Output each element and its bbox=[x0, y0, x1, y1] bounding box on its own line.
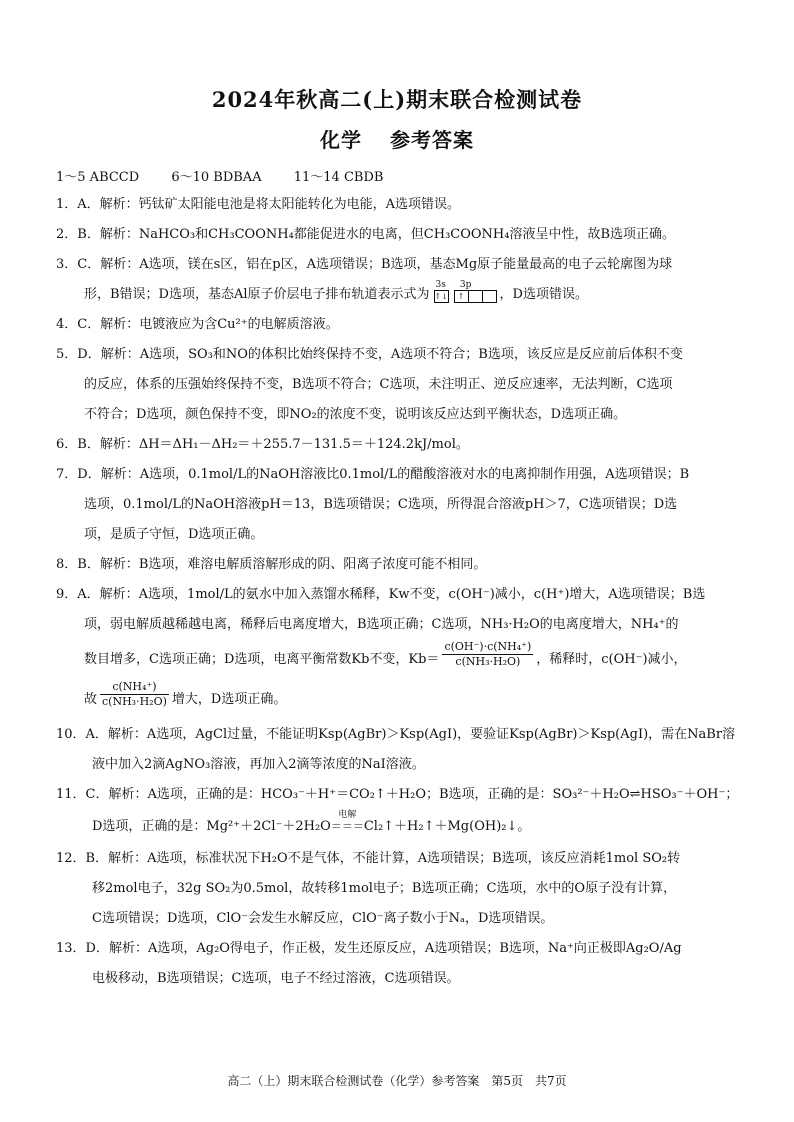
explanation-7-line1: 7．D．解析：A选项，0.1mol/L的NaOH溶液比0.1mol/L的醋酸溶液对水的电离抑制作用强，A选项错误；B bbox=[56, 467, 690, 482]
explanation-3-line2 bbox=[56, 280, 746, 310]
answer-key bbox=[56, 166, 411, 185]
orbital-3s-label: 3s bbox=[435, 280, 446, 290]
explanation-5-line3: 不符合；D选项，颜色保持不变，即NO₂的浓度不变，说明该反应达到平衡状态，D选项正确。 bbox=[84, 407, 627, 422]
equals-sign: ＝＝＝ bbox=[330, 820, 364, 833]
subject-label: 化学 bbox=[320, 128, 363, 152]
explanation-5-line1: 5．D．解析：A选项，SO₃和NO的体积比始终保持不变，A选项不符合；B选项，该反应是反应前后体积不变 bbox=[56, 347, 683, 362]
explanation-4: 4．C．解析：电镀液应为含Cu²⁺的电解质溶液。 bbox=[56, 317, 339, 332]
orbital-box: ↑↓ bbox=[434, 292, 448, 301]
explanation-9-text: 数目增多，C选项正确；D选项，电离平衡常数Kb不变，Kb＝ bbox=[84, 652, 440, 667]
explanation-12-line1: 12．B．解析：A选项，标准状况下H₂O不是气体，不能计算，A选项错误；B选项，该反应消耗1mol SO₂转 bbox=[56, 851, 681, 866]
fraction-denominator: c(NH₃·H₂O) bbox=[455, 655, 521, 668]
explanation-5-line2: 的反应，体系的压强始终保持不变，B选项不符合；C选项，未注明正、逆反应速率，无法判断，C选项 bbox=[84, 377, 673, 392]
explanation-9-text: 故 bbox=[84, 692, 98, 707]
explanations bbox=[56, 190, 746, 994]
orbital-3p-label: 3p bbox=[459, 280, 472, 290]
fraction-denominator: c(NH₃·H₂O) bbox=[102, 695, 167, 708]
answer-group: 6～10 BDBAA bbox=[171, 170, 262, 185]
explanation-9-line4 bbox=[56, 680, 746, 720]
page-title: 2024年秋高二(上)期末联合检测试卷 bbox=[211, 87, 583, 112]
explanation-9-line2: 项，弱电解质越稀越电离，稀释后电离度增大，B选项正确；C选项，NH₃·H₂O的电离度增大，NH₄⁺的 bbox=[84, 617, 679, 632]
explanation-9-text: ，稀释时，c(OH⁻)减小， bbox=[536, 652, 687, 667]
explanation-7-line2: 选项，0.1mol/L的NaOH溶液pH＝13，B选项错误；C选项，所得混合溶液pH＞7，C选项错误；D选 bbox=[84, 497, 678, 512]
explanation-3-text: 形，B错误；D选项，基态Al原子价层电子排布轨道表示式为 bbox=[84, 287, 430, 302]
explanation-12-line3: C选项错误；D选项，ClO⁻会发生水解反应，ClO⁻离子数小于Nₐ，D选项错误。 bbox=[92, 911, 554, 926]
explanation-11-text: Cl₂↑＋H₂↑＋Mg(OH)₂↓。 bbox=[363, 819, 531, 834]
answer-group: 11～14 CBDB bbox=[293, 170, 384, 185]
explanation-12-line2: 移2mol电子，32g SO₂为0.5mol，故转移1mol电子；B选项正确；C选项，水中的O原子没有计算， bbox=[92, 881, 677, 896]
explanation-3-line1: 3．C．解析：A选项，镁在s区，铝在p区，A选项错误；B选项，基态Mg原子能量最高的电子云轮廓图为球 bbox=[56, 257, 673, 272]
explanation-11-line1: 11．C．解析：A选项，正确的是：HCO₃⁻＋H⁺＝CO₂↑＋H₂O；B选项，正确的是：SO₃²⁻＋H₂O⇌HSO₃⁻＋OH⁻； bbox=[56, 787, 739, 802]
explanation-10-line2: 液中加入2滴AgNO₃溶液，再加入2滴等浓度的NaI溶液。 bbox=[92, 757, 425, 772]
answer-group: 1～5 ABCCD bbox=[56, 170, 140, 185]
orbital-diagram bbox=[434, 280, 496, 310]
explanation-10-line1: 10．A．解析：A选项，AgCl过量，不能证明Ksp(AgBr)＞Ksp(AgI)，要验证Ksp(AgBr)＞Ksp(AgI)，需在NaBr溶 bbox=[56, 727, 736, 742]
explanation-11-text: D选项，正确的是：Mg²⁺＋2Cl⁻＋2H₂O bbox=[92, 819, 331, 834]
electrolysis-equals-sign bbox=[331, 810, 364, 844]
explanation-9-line3 bbox=[56, 640, 746, 680]
orbital-box bbox=[482, 290, 497, 303]
electrolysis-label: 电解 bbox=[338, 810, 357, 820]
explanation-6: 6．B．解析：ΔH＝ΔH₁－ΔH₂＝＋255.7－131.5＝＋124.2kJ/mol。 bbox=[56, 437, 469, 452]
page-subtitle bbox=[0, 124, 794, 153]
page-footer: 高二（上）期末联合检测试卷（化学）参考答案 第5页 共7页 bbox=[227, 1074, 567, 1088]
explanation-9-text: 增大，D选项正确。 bbox=[171, 692, 287, 707]
orbital-box bbox=[468, 290, 483, 303]
fraction-numerator: c(NH₄⁺) bbox=[100, 680, 169, 695]
explanation-3-end: ，D选项错误。 bbox=[499, 287, 588, 302]
doc-type-label: 参考答案 bbox=[389, 128, 474, 152]
fraction-numerator: c(OH⁻)·c(NH₄⁺) bbox=[444, 640, 532, 653]
explanation-1: 1．A．解析：钙钛矿太阳能电池是将太阳能转化为电能，A选项错误。 bbox=[56, 197, 461, 212]
explanation-13-line1: 13．D．解析：A选项，Ag₂O得电子，作正极，发生还原反应，A选项错误；B选项，Na⁺向正极即Ag₂O/Ag bbox=[56, 941, 682, 956]
explanation-2: 2．B．解析：NaHCO₃和CH₃COONH₄都能促进水的电离，但CH₃COONH₄溶液呈中性，故B选项正确。 bbox=[56, 227, 676, 242]
explanation-13-line2: 电极移动，B选项错误；C选项，电子不经过溶液，C选项错误。 bbox=[92, 971, 460, 986]
orbital-box: ↑ bbox=[454, 290, 469, 303]
explanation-9-line1: 9．A．解析：A选项，1mol/L的氨水中加入蒸馏水稀释，Kw不变，c(OH⁻)减小，c(H⁺)增大，A选项错误；B选 bbox=[56, 587, 706, 602]
explanation-11-line2 bbox=[56, 810, 746, 844]
kb-fraction bbox=[442, 640, 533, 680]
explanation-7-line3: 项，是质子守恒，D选项正确。 bbox=[84, 527, 264, 542]
explanation-8: 8．B．解析：B选项，难溶电解质溶解形成的阴、阳离子浓度可能不相同。 bbox=[56, 557, 487, 572]
ratio-fraction bbox=[100, 680, 169, 720]
